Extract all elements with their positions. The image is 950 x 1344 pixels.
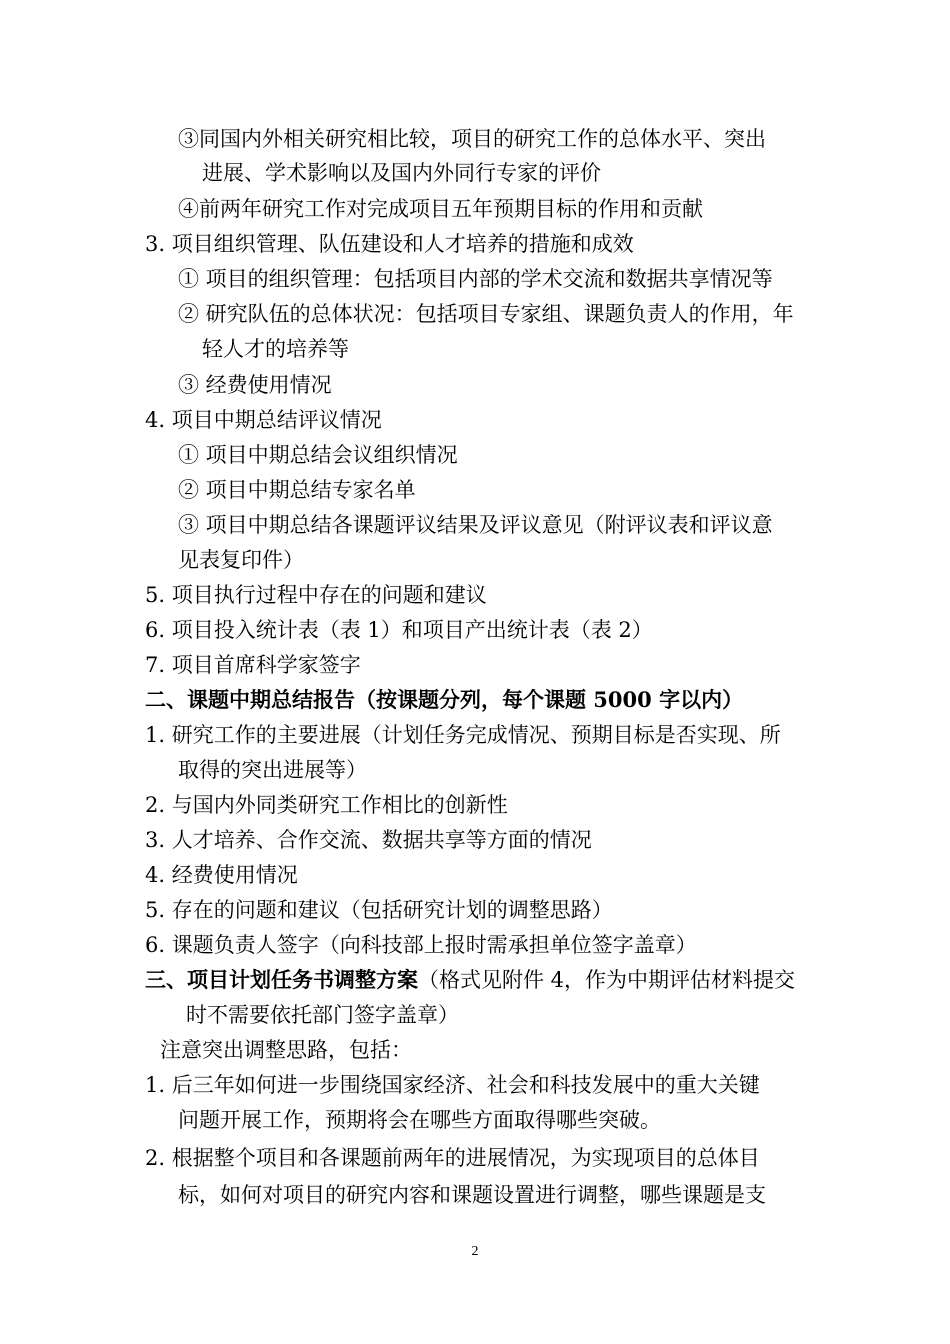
text-line: ① 项目中期总结会议组织情况 — [178, 443, 458, 467]
section-heading-line — [145, 965, 795, 995]
text-line: ② 研究队伍的总体状况：包括项目专家组、课题负责人的作用，年 — [178, 302, 794, 326]
text-line: 4. 项目中期总结评议情况 — [145, 408, 382, 432]
text-line: 5. 项目执行过程中存在的问题和建议 — [145, 583, 487, 607]
text-line: 时不需要依托部门签字盖章） — [186, 1003, 459, 1027]
text-line: 6. 课题负责人签字（向科技部上报时需承担单位签字盖章） — [145, 933, 697, 957]
page-number: 2 — [471, 1244, 479, 1259]
text-line: 见表复印件） — [178, 548, 304, 572]
section-heading: 二、课题中期总结报告（按课题分列，每个课题 5000 字以内） — [145, 687, 744, 712]
text-line: 轻人才的培养等 — [202, 337, 349, 361]
text-line: 标，如何对项目的研究内容和课题设置进行调整，哪些课题是支 — [178, 1183, 766, 1207]
text-line: 1. 研究工作的主要进展（计划任务完成情况、预期目标是否实现、所 — [145, 723, 781, 747]
text-line: 问题开展工作，预期将会在哪些方面取得哪些突破。 — [178, 1108, 661, 1132]
text-line: 进展、学术影响以及国内外同行专家的评价 — [202, 161, 601, 185]
text-line: ④前两年研究工作对完成项目五年预期目标的作用和贡献 — [178, 197, 703, 221]
text-line: ① 项目的组织管理：包括项目内部的学术交流和数据共享情况等 — [178, 267, 773, 291]
text-line: 2. 根据整个项目和各课题前两年的进展情况，为实现项目的总体目 — [145, 1146, 760, 1170]
text-line: 注意突出调整思路，包括： — [160, 1038, 412, 1062]
text-line: 6. 项目投入统计表（表 1）和项目产出统计表（表 2） — [145, 618, 653, 642]
text-line: 5. 存在的问题和建议（包括研究计划的调整思路） — [145, 898, 613, 922]
text-line: ③ 项目中期总结各课题评议结果及评议意见（附评议表和评议意 — [178, 513, 773, 537]
text-line: ③ 经费使用情况 — [178, 373, 332, 397]
text-line: 3. 人才培养、合作交流、数据共享等方面的情况 — [145, 828, 592, 852]
text-line: 4. 经费使用情况 — [145, 863, 298, 887]
text-line: 2. 与国内外同类研究工作相比的创新性 — [145, 793, 508, 817]
section-heading-note: （格式见附件 4，作为中期评估材料提交 — [418, 968, 796, 992]
text-line: 7. 项目首席科学家签字 — [145, 653, 361, 677]
section-heading: 三、项目计划任务书调整方案 — [145, 967, 418, 992]
text-line: 1. 后三年如何进一步围绕国家经济、社会和科技发展中的重大关键 — [145, 1073, 760, 1097]
text-line: 3. 项目组织管理、队伍建设和人才培养的措施和成效 — [145, 232, 634, 256]
text-line: 取得的突出进展等） — [178, 758, 367, 782]
text-line: ③同国内外相关研究相比较，项目的研究工作的总体水平、突出 — [178, 127, 766, 151]
text-line: ② 项目中期总结专家名单 — [178, 478, 416, 502]
